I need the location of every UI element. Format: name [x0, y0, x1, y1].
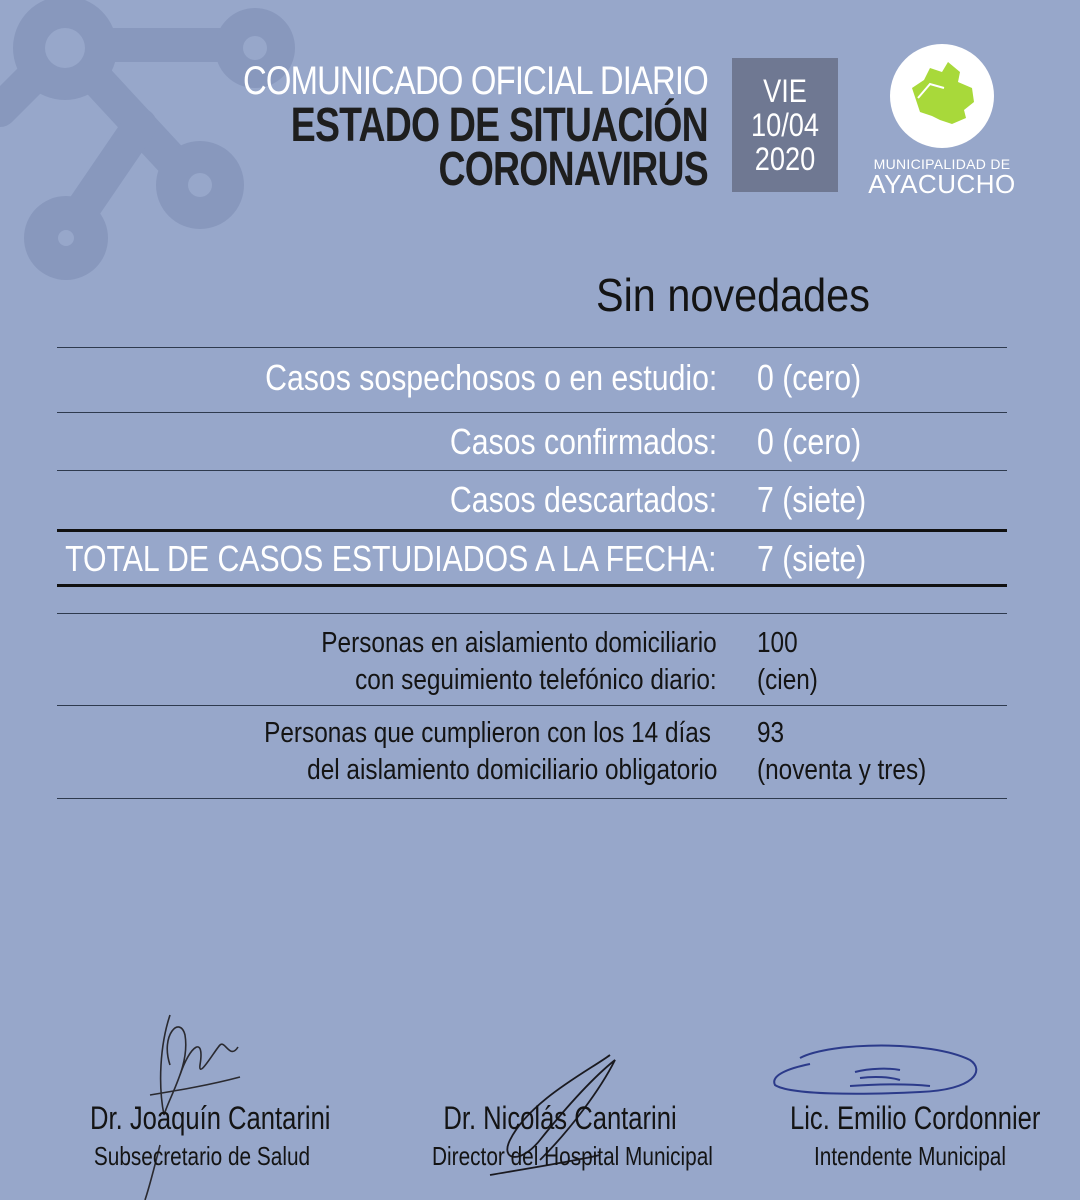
- row-label: Casos descartados:: [449, 479, 717, 520]
- municipality-logo: [862, 44, 1022, 204]
- logo-emblem-icon: [890, 44, 994, 148]
- date-day: VIE: [763, 73, 807, 109]
- signatory-1: [62, 1100, 342, 1172]
- row-label-line-1: Personas en aislamiento domiciliario: [321, 627, 717, 659]
- table-divider: [57, 613, 1007, 614]
- table-divider: [57, 705, 1007, 706]
- row-label-line-1: Personas que cumplieron con los 14 días: [264, 717, 711, 749]
- row-value-words: (noventa y tres): [757, 754, 927, 786]
- title-line-1: COMUNICADO OFICIAL DIARIO: [243, 59, 708, 103]
- signatory-name: Lic. Emilio Cordonnier: [790, 1100, 1041, 1136]
- table-divider: [57, 470, 1007, 471]
- signatory-3: [760, 1100, 1060, 1172]
- signatory-role: Intendente Municipal: [814, 1141, 1006, 1171]
- row-value-number: 93: [757, 717, 785, 749]
- signatory-2: [400, 1100, 720, 1172]
- table-divider-thick: [57, 584, 1007, 587]
- row-value: 0 (cero): [757, 421, 862, 462]
- row-value: [757, 625, 818, 699]
- table-divider: [57, 347, 1007, 348]
- row-label: [307, 752, 717, 789]
- total-label: TOTAL DE CASOS ESTUDIADOS A LA FECHA:: [65, 538, 717, 579]
- title-line-2: ESTADO DE SITUACIÓN: [290, 99, 708, 152]
- row-value: [757, 715, 926, 789]
- row-label-line-2: del aislamiento domiciliario obligatorio: [306, 754, 717, 786]
- logo-text-line-1: MUNICIPALIDAD DE: [873, 156, 1011, 172]
- date-box: [732, 58, 838, 192]
- table-divider: [57, 798, 1007, 799]
- signature-scribble-3: [770, 1040, 985, 1100]
- row-label: Casos confirmados:: [449, 421, 717, 462]
- header-title: [141, 58, 708, 196]
- signatory-name: Dr. Joaquín Cantarini: [90, 1100, 331, 1136]
- row-label-line-2: con seguimiento telefónico diario:: [355, 664, 717, 696]
- status-heading: Sin novedades: [596, 269, 870, 321]
- row-value: 7 (siete): [757, 479, 867, 520]
- signatory-role: Director del Hospital Municipal: [432, 1141, 713, 1171]
- row-label: Casos sospechosos o en estudio:: [264, 357, 717, 398]
- table-divider-thick: [57, 529, 1007, 532]
- total-value: 7 (siete): [757, 538, 867, 579]
- row-label: [264, 715, 711, 752]
- logo-text-line-2: AYACUCHO: [868, 169, 1016, 199]
- title-line-3: CORONAVIRUS: [438, 143, 708, 196]
- date-date: 10/04: [750, 107, 820, 143]
- date-year: 2020: [754, 141, 816, 177]
- signatory-role: Subsecretario de Salud: [93, 1141, 311, 1171]
- table-divider: [57, 412, 1007, 413]
- row-value-number: 100: [757, 627, 798, 659]
- row-value: 0 (cero): [757, 357, 862, 398]
- row-value-words: (cien): [757, 664, 818, 696]
- signatory-name: Dr. Nicolás Cantarini: [443, 1100, 677, 1136]
- row-label: [322, 625, 717, 699]
